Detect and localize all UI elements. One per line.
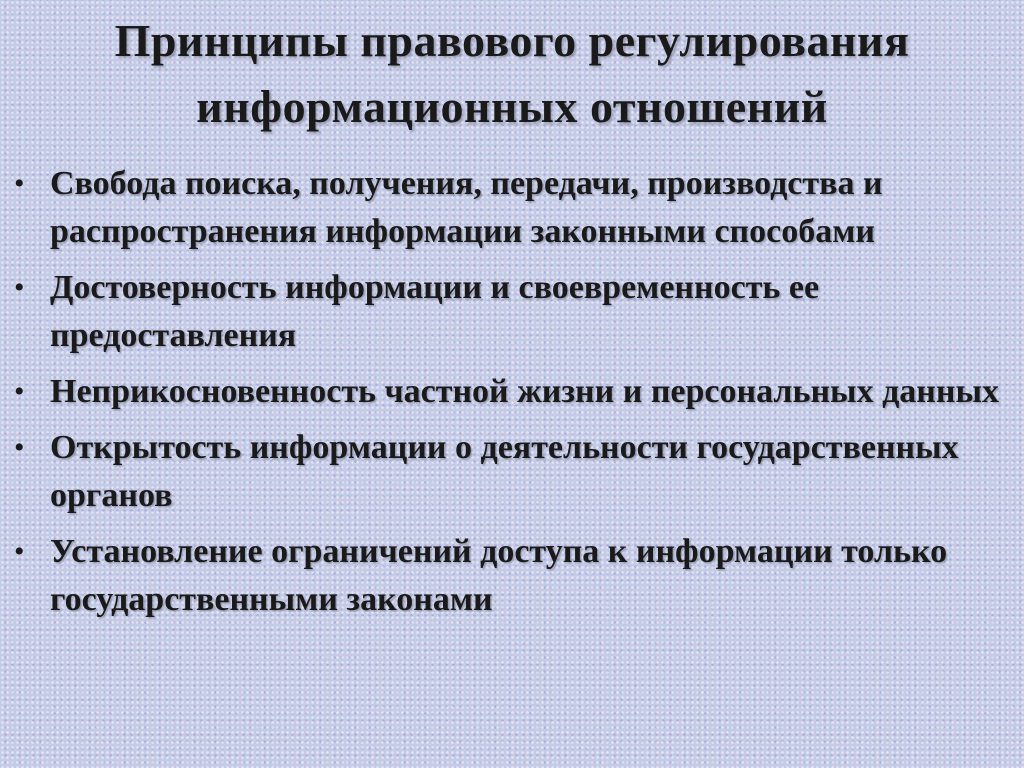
- bullet-item: [12, 264, 1012, 360]
- bullet-item: [12, 160, 1012, 256]
- bullet-text: Неприкосновенность частной жизни и персональных данных: [50, 373, 1000, 410]
- bullet-item: [12, 528, 1012, 624]
- bullet-icon: •: [14, 431, 25, 464]
- bullet-icon: •: [14, 271, 25, 304]
- bullet-text: Достоверность информации и своевременность ее предоставления: [50, 269, 820, 354]
- bullet-item: [12, 424, 1012, 520]
- bullet-icon: •: [14, 375, 25, 408]
- slide-title-line-2: информационных отношений: [196, 81, 828, 132]
- slide-title: [0, 8, 1024, 140]
- bullet-icon: •: [14, 535, 25, 568]
- bullet-text: Установление ограничений доступа к информации только государственными законами: [50, 533, 948, 618]
- slide-title-line-1: Принципы правового регулирования: [114, 15, 910, 66]
- bullet-icon: •: [14, 167, 25, 200]
- bullet-text: Свобода поиска, получения, передачи, производства и распространения информации законными способами: [50, 165, 883, 250]
- bullet-item: [12, 368, 1012, 416]
- bullet-list: [12, 160, 1012, 632]
- bullet-text: Открытость информации о деятельности государственных органов: [50, 429, 959, 514]
